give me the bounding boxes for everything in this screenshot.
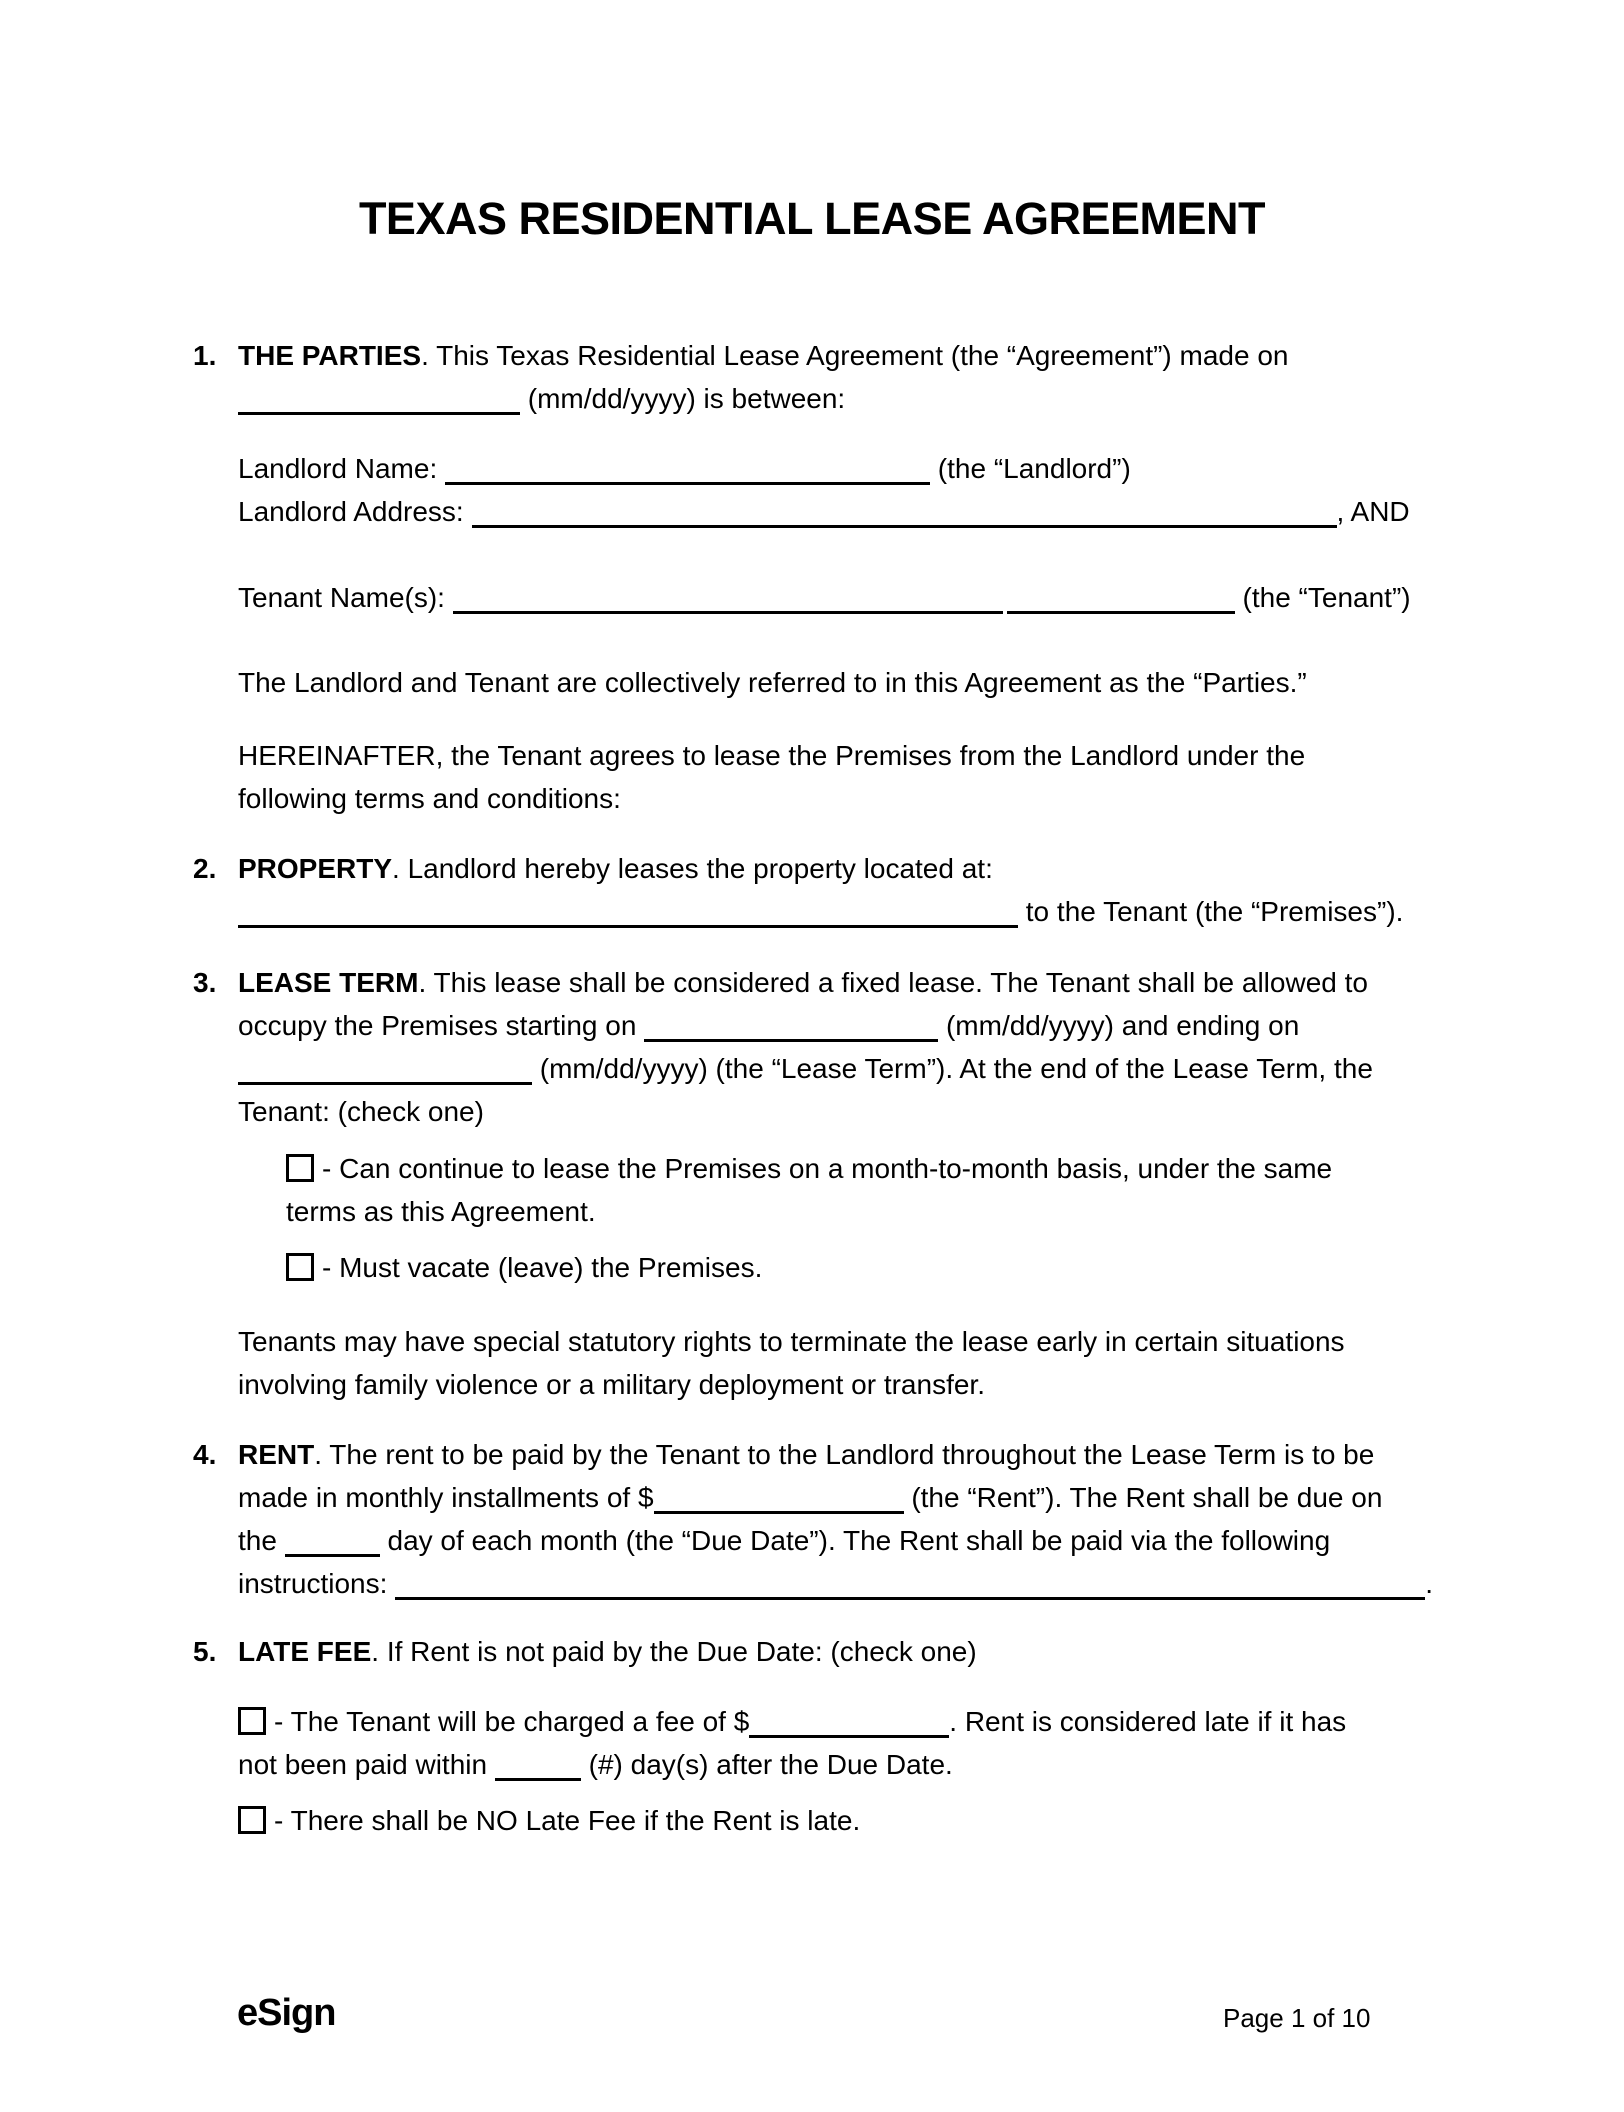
section-text: . Landlord hereby leases the property located at: <box>392 853 993 884</box>
section-heading: RENT <box>238 1439 315 1470</box>
checkbox-option-label: - The Tenant will be charged a fee of $ <box>274 1706 750 1737</box>
landlord-address-label: Landlord Address: <box>238 496 464 527</box>
landlord-name-label: Landlord Name: <box>238 453 438 484</box>
checkbox-option-label: terms as this Agreement. <box>286 1196 596 1227</box>
section-text: . This lease shall be considered a fixed lease. The Tenant shall be allowed to <box>418 967 1368 998</box>
section-the-parties <box>193 334 1483 820</box>
tenant-names-blank-2[interactable] <box>1007 601 1235 614</box>
hereinafter-text: following terms and conditions: <box>238 783 621 814</box>
tenant-names-blank-1[interactable] <box>453 601 1003 614</box>
section-text: occupy the Premises starting on <box>238 1010 637 1041</box>
section-number: 1. <box>193 340 217 371</box>
agreement-date-blank[interactable] <box>238 402 520 415</box>
late-fee-amount-blank[interactable] <box>749 1725 949 1738</box>
section-rent <box>193 1433 1483 1605</box>
section-text: . The rent to be paid by the Tenant to the Landlord throughout the Lease Term is to be <box>314 1439 1375 1470</box>
tenant-names-suffix: (the “Tenant”) <box>1242 582 1411 613</box>
section-text: . This Texas Residential Lease Agreement (the “Agreement”) made on <box>421 340 1289 371</box>
lease-end-date-blank[interactable] <box>238 1072 532 1085</box>
section-text: (mm/dd/yyyy) is between: <box>527 383 846 414</box>
statutory-note: involving family violence or a military deployment or transfer. <box>238 1369 985 1400</box>
property-address-blank[interactable] <box>238 915 1018 928</box>
section-property <box>193 847 1483 933</box>
section-text: to the Tenant (the “Premises”). <box>1025 896 1404 927</box>
checkbox-option-label: . Rent is considered late if it has <box>949 1706 1347 1737</box>
section-text: Tenant: (check one) <box>238 1096 484 1127</box>
section-late-fee <box>193 1630 1483 1842</box>
document-body <box>193 334 1483 1842</box>
landlord-name-suffix: (the “Landlord”) <box>937 453 1131 484</box>
statutory-note: Tenants may have special statutory rights to terminate the lease early in certain situations <box>238 1326 1345 1357</box>
checkbox-option-label: - Can continue to lease the Premises on a month-to-month basis, under the same <box>322 1153 1333 1184</box>
section-text: (the “Rent”). The Rent shall be due on <box>911 1482 1383 1513</box>
lease-start-date-blank[interactable] <box>644 1029 938 1042</box>
section-text: made in monthly installments of $ <box>238 1482 654 1513</box>
section-text: day of each month (the “Due Date”). The Rent shall be paid via the following <box>387 1525 1331 1556</box>
page-indicator: Page 1 of 10 <box>1223 2003 1371 2033</box>
landlord-address-suffix: , AND <box>1336 496 1410 527</box>
section-number: 3. <box>193 967 217 998</box>
section-text: (mm/dd/yyyy) (the “Lease Term”). At the end of the Lease Term, the <box>539 1053 1373 1084</box>
landlord-name-blank[interactable] <box>445 472 930 485</box>
late-fee-days-blank[interactable] <box>495 1768 581 1781</box>
month-to-month-checkbox[interactable] <box>286 1154 314 1182</box>
section-text: instructions: <box>238 1568 388 1599</box>
section-text: . If Rent is not paid by the Due Date: (check one) <box>371 1636 977 1667</box>
section-text: . <box>1425 1568 1433 1599</box>
checkbox-option-label: - Must vacate (leave) the Premises. <box>322 1252 763 1283</box>
section-heading: PROPERTY <box>238 853 393 884</box>
rent-amount-blank[interactable] <box>654 1501 904 1514</box>
late-fee-charged-checkbox[interactable] <box>238 1707 266 1735</box>
document-title: TEXAS RESIDENTIAL LEASE AGREEMENT <box>358 193 1266 244</box>
esign-logo: eSign <box>237 1992 336 2034</box>
section-number: 2. <box>193 853 217 884</box>
tenant-names-label: Tenant Name(s): <box>238 582 445 613</box>
section-heading: THE PARTIES <box>238 340 422 371</box>
section-number: 4. <box>193 1439 217 1470</box>
checkbox-option-label: not been paid within <box>238 1749 488 1780</box>
payment-instructions-blank[interactable] <box>395 1587 1425 1600</box>
landlord-address-blank[interactable] <box>472 515 1337 528</box>
section-text: (mm/dd/yyyy) and ending on <box>945 1010 1300 1041</box>
no-late-fee-checkbox[interactable] <box>238 1806 266 1834</box>
checkbox-option-label: (#) day(s) after the Due Date. <box>588 1749 953 1780</box>
parties-note: The Landlord and Tenant are collectively referred to in this Agreement as the “Parties.” <box>238 667 1307 698</box>
section-number: 5. <box>193 1636 217 1667</box>
rent-due-day-blank[interactable] <box>285 1544 380 1557</box>
section-text: the <box>238 1525 277 1556</box>
section-lease-term <box>193 961 1483 1406</box>
section-heading: LEASE TERM <box>238 967 419 998</box>
hereinafter-text: HEREINAFTER, the Tenant agrees to lease the Premises from the Landlord under the <box>238 740 1306 771</box>
must-vacate-checkbox[interactable] <box>286 1253 314 1281</box>
section-heading: LATE FEE <box>238 1636 372 1667</box>
checkbox-option-label: - There shall be NO Late Fee if the Rent is late. <box>274 1805 861 1836</box>
